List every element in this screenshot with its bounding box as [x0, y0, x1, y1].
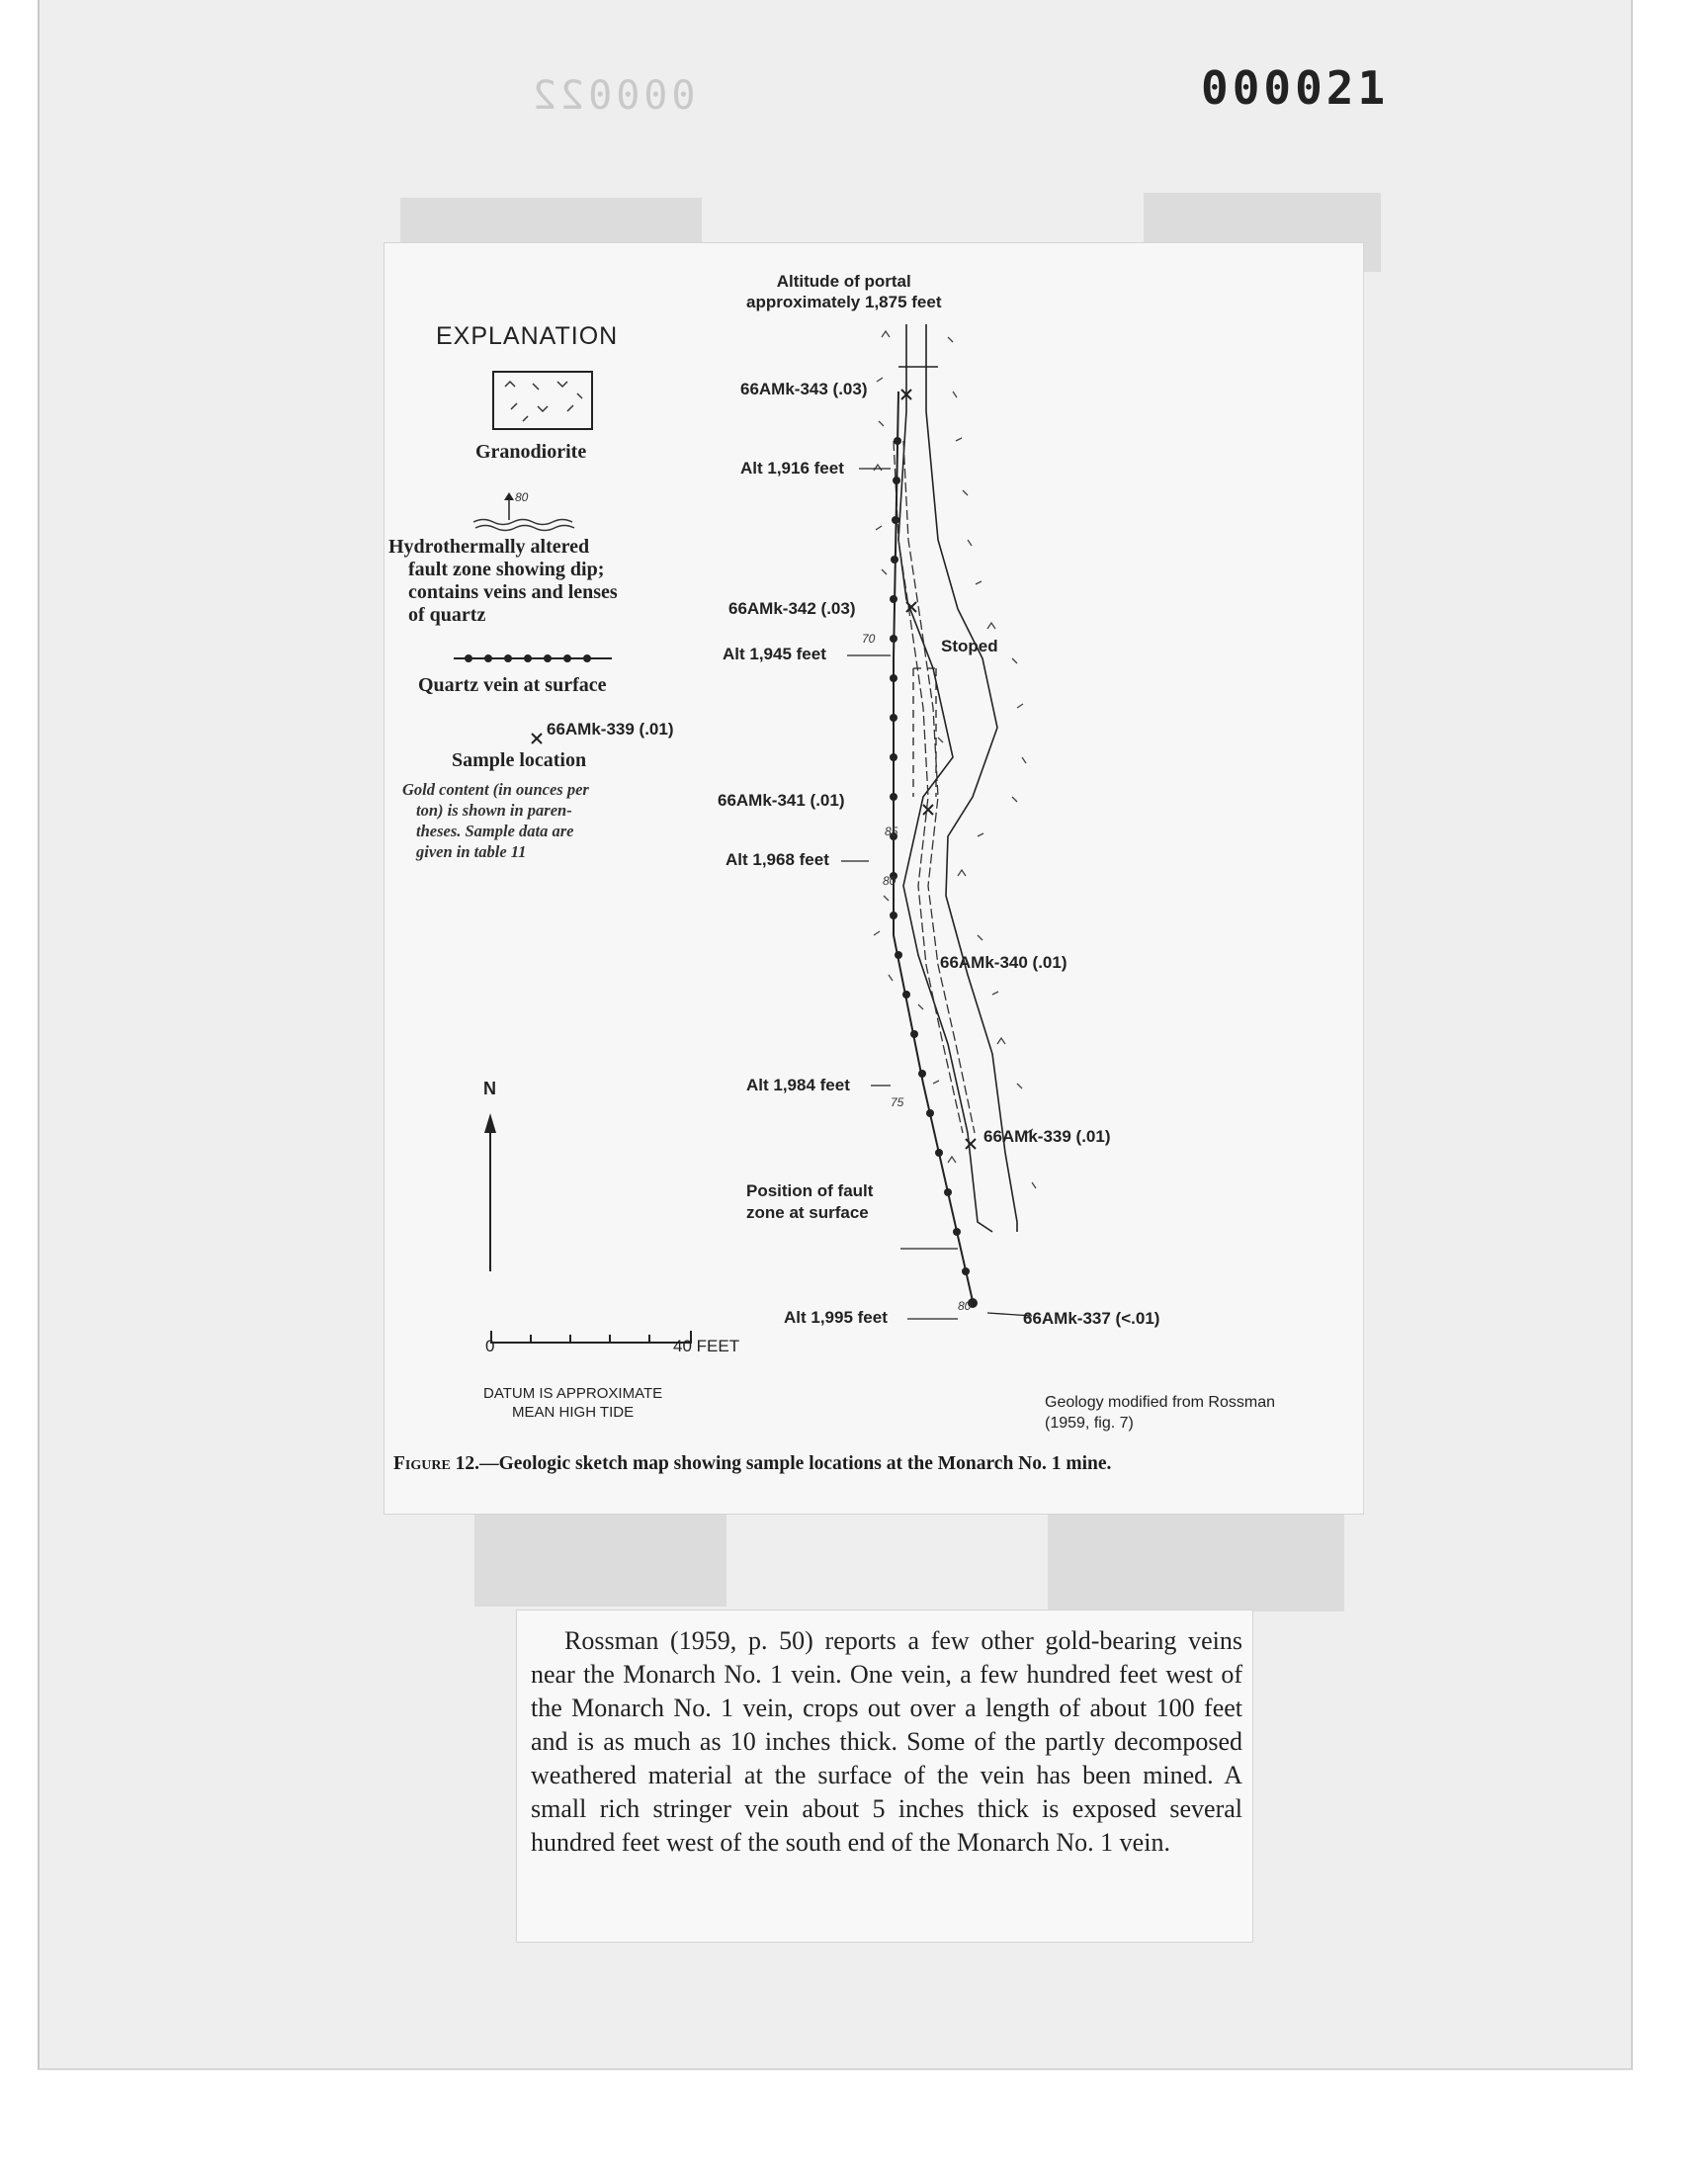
legend-dip-value: 80: [515, 490, 529, 504]
legend-sample-location-label: Sample location: [452, 749, 587, 771]
stoped-label: Stoped: [941, 637, 998, 655]
sample-label-341: 66AMk-341 (.01): [718, 791, 845, 810]
tape-strip: [1048, 1498, 1344, 1611]
fault-position-label: Position of fault zone at surface: [746, 1181, 874, 1222]
legend-sample-example: 66AMk-339 (.01): [547, 720, 674, 739]
datum-note: DATUM IS APPROXIMATE MEAN HIGH TIDE: [483, 1385, 663, 1421]
body-paragraph: Rossman (1959, p. 50) reports a few other gold-bearing veins near the Monarch No. 1 vein. One vein, a few hundred feet west of the Monarch No. 1 vein, crops out over a length of about 100 feet and is as much as 10 inches thick. Some of the partly decomposed weathered material at the surface of the vein has been mined. A small rich stringer vein about 5 inches thick is exposed several hundred feet west of the south end of the Monarch No. 1 vein.: [531, 1626, 1242, 1857]
scale-bar: [491, 1331, 691, 1343]
dip-value: 80: [958, 1299, 972, 1313]
explanation-title: EXPLANATION: [436, 322, 619, 350]
legend-granodiorite-label: Granodiorite: [475, 441, 587, 463]
caption-text: —Geologic sketch map showing sample locations at the Monarch No. 1 mine.: [479, 1453, 1112, 1474]
north-label: N: [483, 1079, 496, 1098]
dip-value: 75: [891, 1095, 904, 1109]
altitude-label-1916: Alt 1,916 feet: [740, 459, 844, 478]
figure-card: [384, 242, 1364, 1515]
granodiorite-symbol: [493, 372, 592, 429]
legend-fault-zone-label: Hydrothermally altered fault zone showing dip; contains veins and lenses of quartz: [388, 536, 618, 626]
fault-zone-trace: [894, 441, 975, 1133]
portal-altitude-label: Altitude of portal approximately 1,875 feet: [746, 272, 942, 311]
sample-label-343: 66AMk-343 (.03): [740, 380, 868, 398]
legend-quartz-vein-label: Quartz vein at surface: [418, 674, 607, 696]
sample-label-340: 66AMk-340 (.01): [940, 953, 1068, 972]
legend-gold-note: Gold content (in ounces per ton) is shown in paren- theses. Sample data are given in table 11: [402, 780, 589, 861]
altitude-label-1968: Alt 1,968 feet: [726, 850, 829, 869]
ghost-page-number: 000022: [529, 73, 696, 119]
dip-value: 80: [883, 874, 897, 888]
dip-value: 85: [885, 825, 898, 838]
sample-cross-symbol: [532, 734, 542, 743]
sample-label-337: 66AMk-337 (<.01): [1023, 1309, 1160, 1328]
sample-label-342: 66AMk-342 (.03): [728, 599, 856, 618]
quartz-vein-symbol: [454, 654, 612, 662]
altitude-label-1995: Alt 1,995 feet: [784, 1308, 888, 1327]
granodiorite-pattern: [505, 382, 582, 421]
dip-value: 70: [862, 632, 876, 646]
mine-workings: [898, 324, 1017, 1232]
scale-zero-label: 0: [485, 1337, 495, 1355]
sample-label-339: 66AMk-339 (.01): [983, 1127, 1111, 1146]
altitude-label-1984: Alt 1,984 feet: [746, 1076, 850, 1094]
quartz-vein-trace: [890, 392, 978, 1308]
caption-label: Figure 12.: [393, 1453, 480, 1474]
figure-caption: [393, 1453, 1362, 1475]
north-arrow: [484, 1113, 496, 1271]
geology-credit: Geology modified from Rossman (1959, fig. 7): [1045, 1394, 1275, 1432]
page-number: 000021: [1201, 61, 1390, 115]
body-text-card: [516, 1610, 1253, 1943]
altitude-label-1945: Alt 1,945 feet: [723, 645, 826, 663]
scale-forty-label: 40 FEET: [673, 1337, 740, 1355]
